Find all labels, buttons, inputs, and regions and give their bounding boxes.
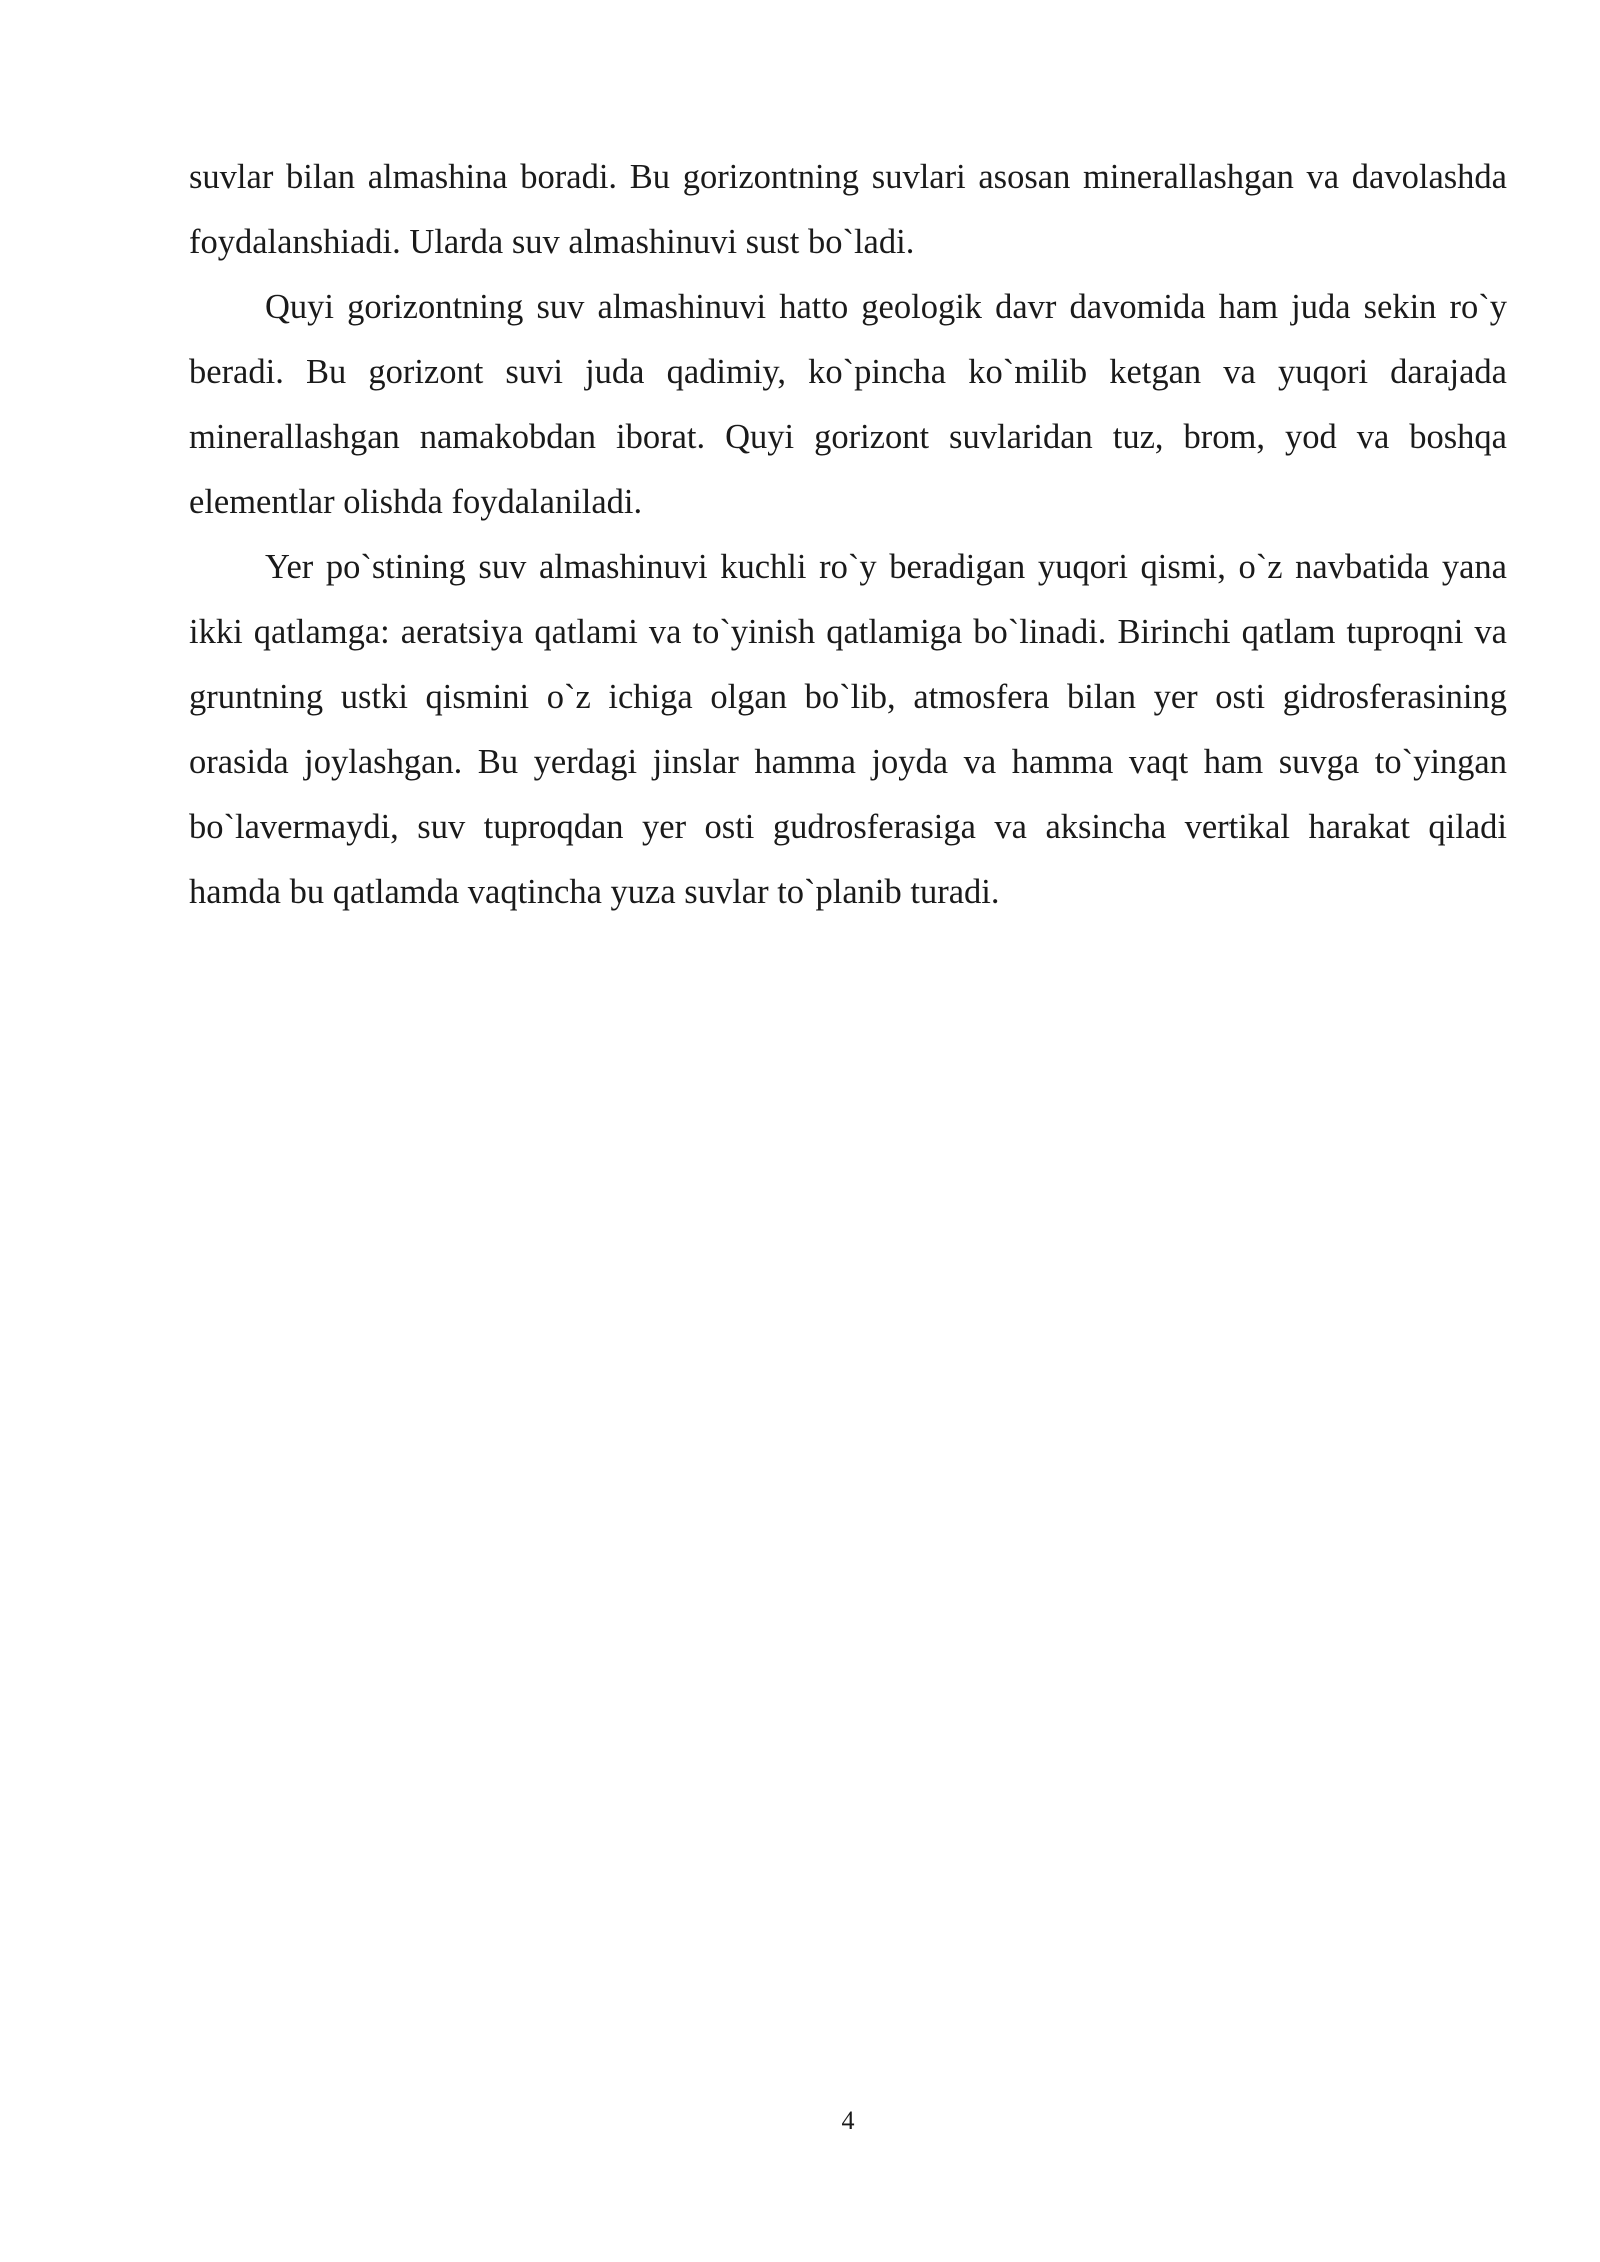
paragraph-lower-horizon: Quyi gorizontning suv almashinuvi hatto geologik davr davomida ham juda sekin ro`y beradi. Bu gorizont suvi juda qadimiy, ko`pincha ko`milib ketgan va yuqori darajada minerallashgan namakobdan iborat. Quyi gorizont suvlaridan tuz, brom, yod va boshqa elementlar olishda foydalaniladi. [189,288,1507,521]
page-number: 4 [841,2106,855,2135]
paragraph-crust-upper-part: Yer po`stining suv almashinuvi kuchli ro`y beradigan yuqori qismi, o`z navbatida yana ikki qatlamga: aeratsiya qatlami va to`yinish qatlamiga bo`linadi. Birinchi qatlam tuproqni va gruntning ustki qismini o`z ichiga olgan bo`lib, atmosfera bilan yer osti gidrosferasining orasida joylashgan. Bu yerdagi jinslar hamma joyda va hamma vaqt ham suvga to`yingan bo`lavermaydi, suv tuproqdan yer osti gudrosferasiga va aksincha vertikal harakat qiladi hamda bu qatlamda vaqtincha yuza suvlar to`planib turadi. [189,548,1507,911]
body-text [189,145,1507,925]
paragraph-continuation: suvlar bilan almashina boradi. Bu gorizontning suvlari asosan minerallashgan va davolashda foydalanshiadi. Ularda suv almashinuvi sust bo`ladi. [189,158,1507,261]
